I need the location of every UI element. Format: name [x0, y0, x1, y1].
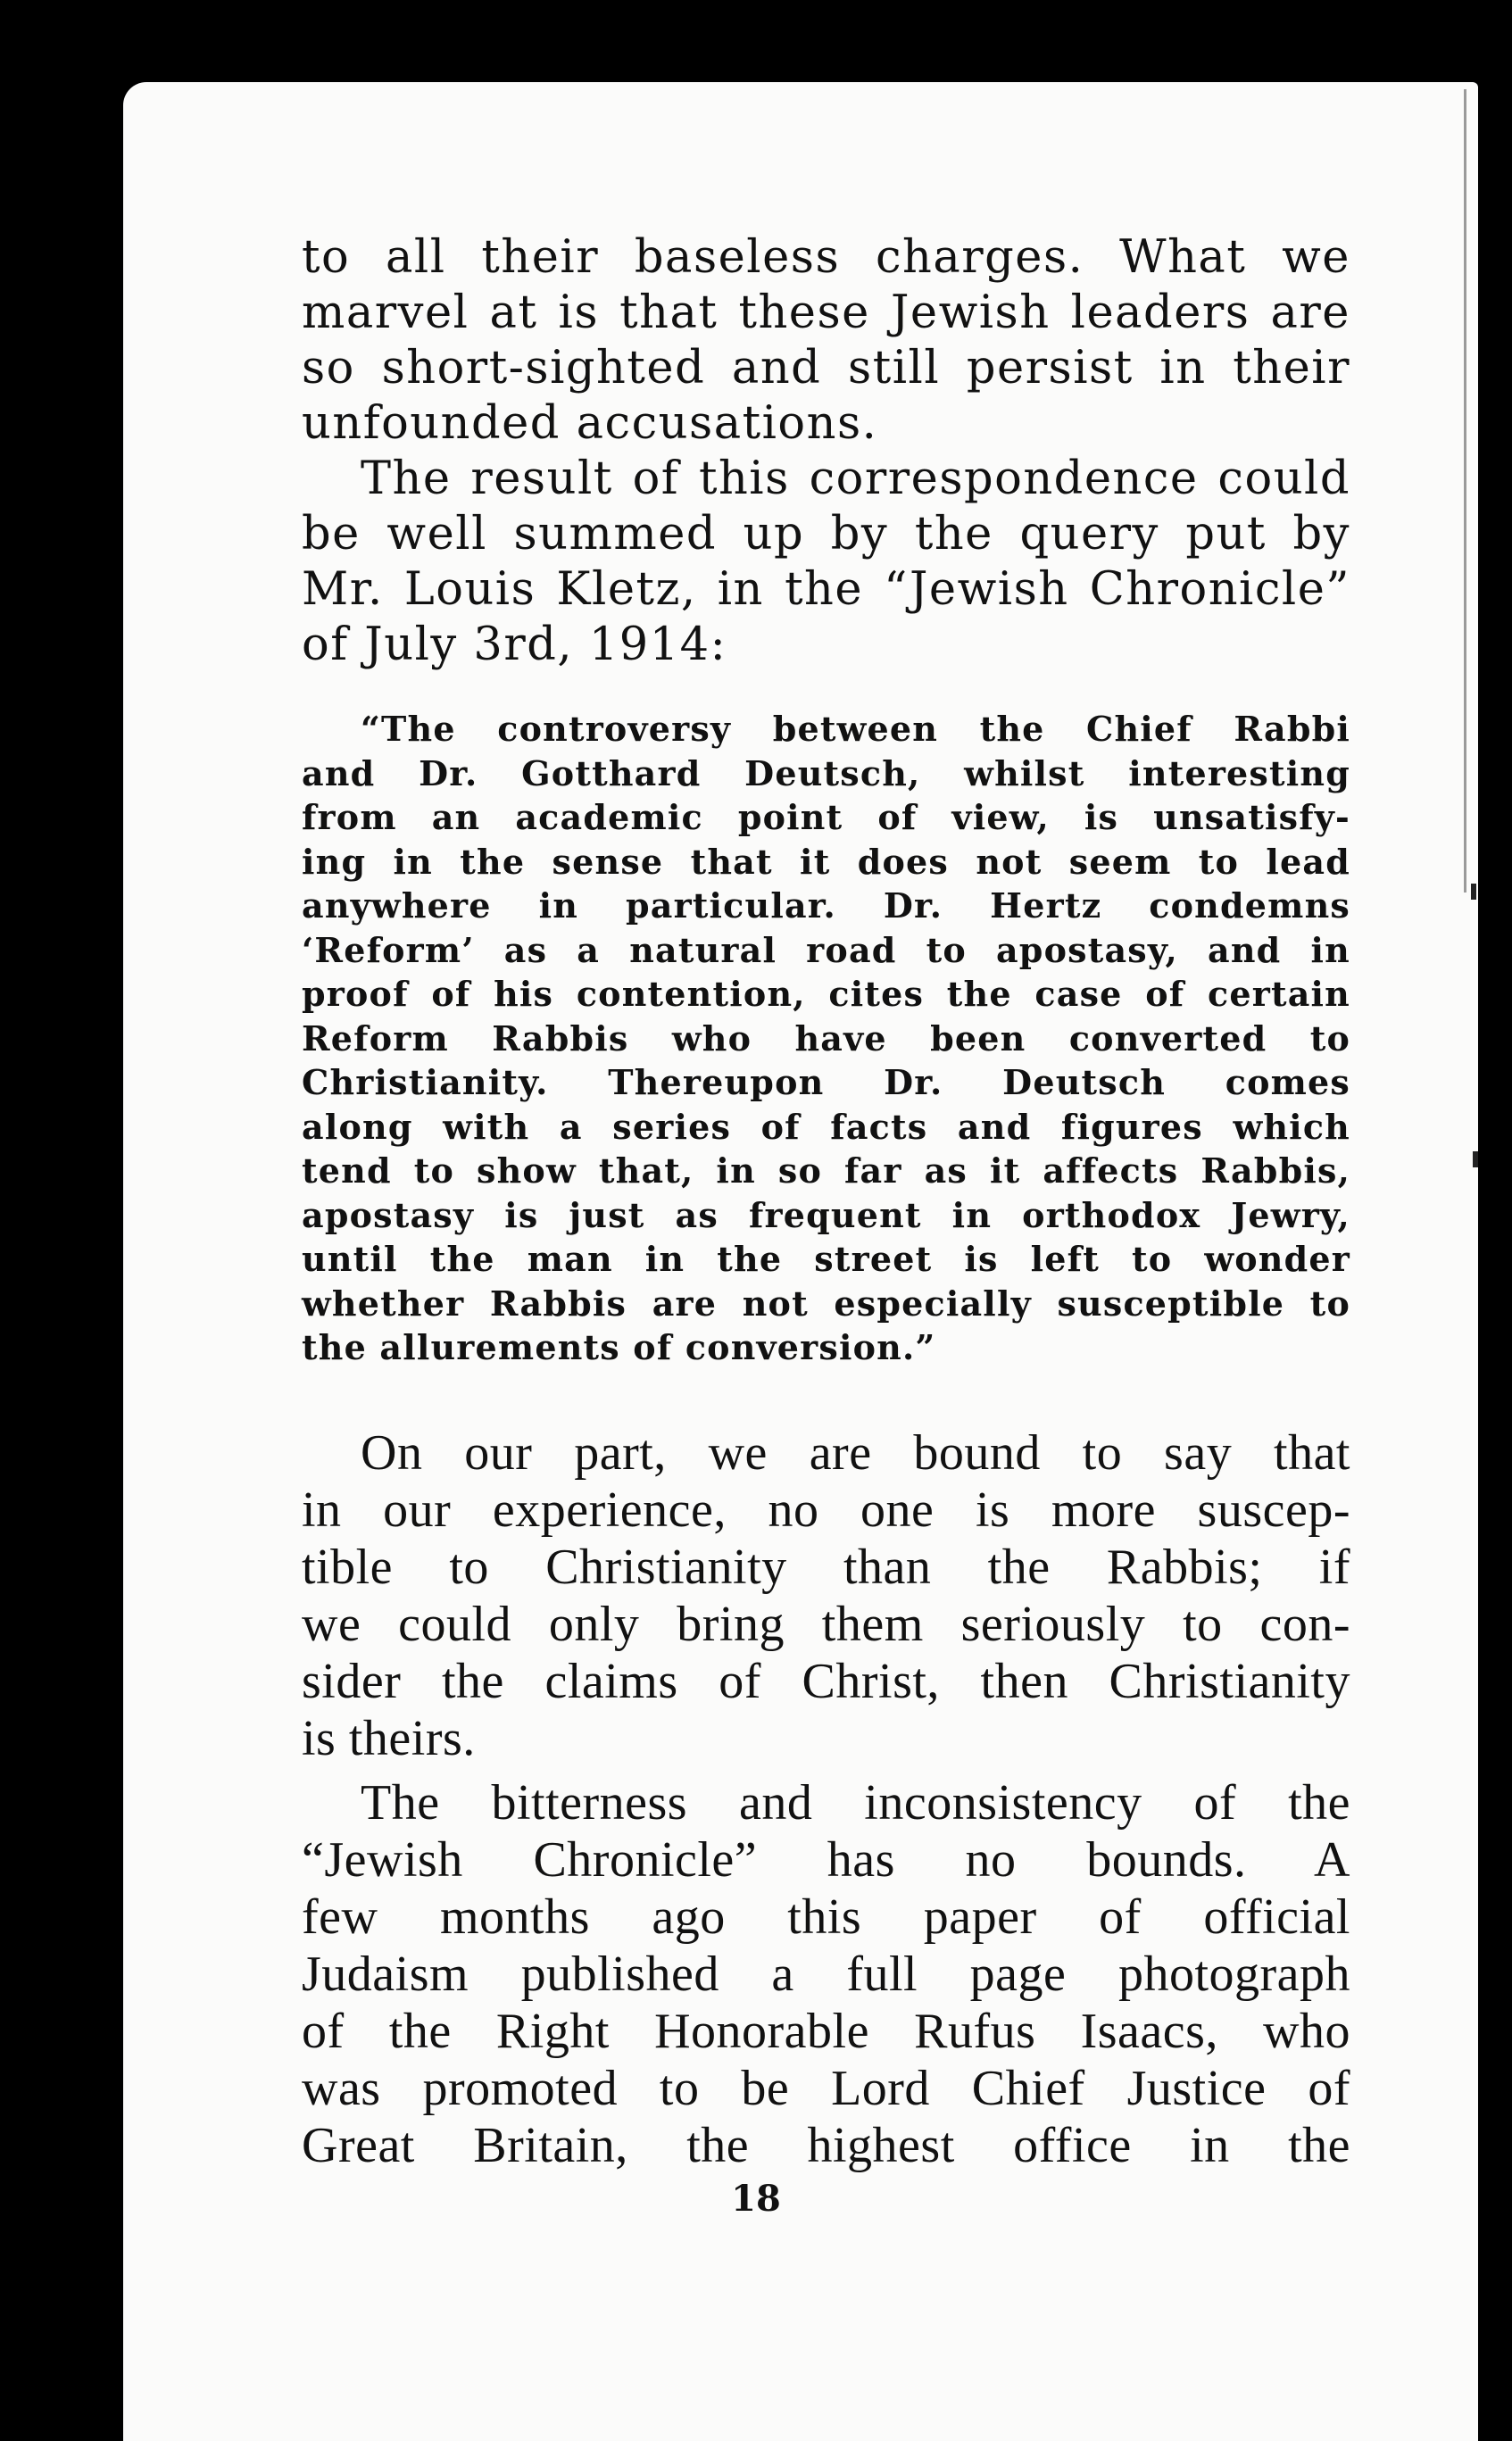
text-line: unfounded accusations. — [302, 397, 878, 450]
paragraph-bitterness — [302, 1774, 1350, 2174]
text-line: so short-sighted and still persist in their — [302, 342, 1350, 394]
quote-line: and Dr. Gotthard Deutsch, whilst interesting — [302, 752, 1350, 793]
quote-line: until the man in the street is left to wonder — [302, 1239, 1350, 1279]
text-line: sider the claims of Christ, then Christianity — [302, 1654, 1350, 1709]
paragraph-our-part — [302, 1424, 1350, 1767]
text-line: Mr. Louis Kletz, in the “Jewish Chronicle” — [302, 563, 1350, 616]
text-line: marvel at is that these Jewish leaders are — [302, 286, 1350, 339]
quote-line: Christianity. Thereupon Dr. Deutsch comes — [302, 1062, 1350, 1102]
text-line: On our part, we are bound to say that — [361, 1425, 1350, 1481]
quote-line: anywhere in particular. Dr. Hertz condemns — [302, 885, 1350, 926]
page-edge-shadow — [1464, 89, 1466, 893]
text-line: tible to Christianity than the Rabbis; if — [302, 1540, 1350, 1595]
quote-line: Reform Rabbis who have been converted to — [302, 1017, 1350, 1059]
quote-line: from an academic point of view, is unsatisfy- — [302, 797, 1350, 837]
quote-line: ‘Reform’ as a natural road to apostasy, and in — [302, 929, 1350, 970]
text-line: few months ago this paper of official — [302, 1889, 1350, 1945]
block-quote — [302, 707, 1350, 1370]
quote-line: the allurements of conversion.” — [302, 1327, 936, 1367]
text-line: of the Right Honorable Rufus Isaacs, who — [302, 2004, 1350, 2059]
text-line: The bitterness and inconsistency of the — [361, 1775, 1350, 1831]
text-line: The result of this correspondence could — [361, 452, 1350, 505]
quote-line: tend to show that, in so far as it affects Rabbis, — [302, 1150, 1350, 1191]
text-line: in our experience, no one is more suscep- — [302, 1482, 1350, 1538]
paragraph-continuation — [302, 230, 1350, 452]
page-edge-mark — [1471, 884, 1476, 900]
text-line: Judaism published a full page photograph — [302, 1947, 1350, 2002]
text-line: of July 3rd, 1914: — [302, 619, 727, 671]
text-line: to all their baseless charges. What we — [302, 231, 1350, 284]
quote-line: along with a series of facts and figures which — [302, 1106, 1350, 1147]
text-line: “Jewish Chronicle” has no bounds. A — [302, 1832, 1350, 1888]
quote-line: whether Rabbis are not especially susceptible to — [302, 1283, 1350, 1324]
page-edge-mark — [1473, 1151, 1478, 1167]
text-line: we could only bring them seriously to con- — [302, 1597, 1350, 1652]
page-number: 18 — [731, 2178, 781, 2220]
text-line: is theirs. — [302, 1711, 476, 1766]
quote-line: apostasy is just as frequent in orthodox Jewry, — [302, 1194, 1350, 1235]
quote-line: “The controversy between the Chief Rabbi — [361, 709, 1350, 749]
text-line: Great Britain, the highest office in the — [302, 2118, 1350, 2173]
quote-line: proof of his contention, cites the case of certain — [302, 974, 1350, 1014]
text-line: be well summed up by the query put by — [302, 508, 1350, 560]
text-line: was promoted to be Lord Chief Justice of — [302, 2061, 1350, 2116]
paragraph-correspondence — [302, 452, 1350, 673]
quote-line: ing in the sense that it does not seem to lead — [302, 841, 1350, 882]
